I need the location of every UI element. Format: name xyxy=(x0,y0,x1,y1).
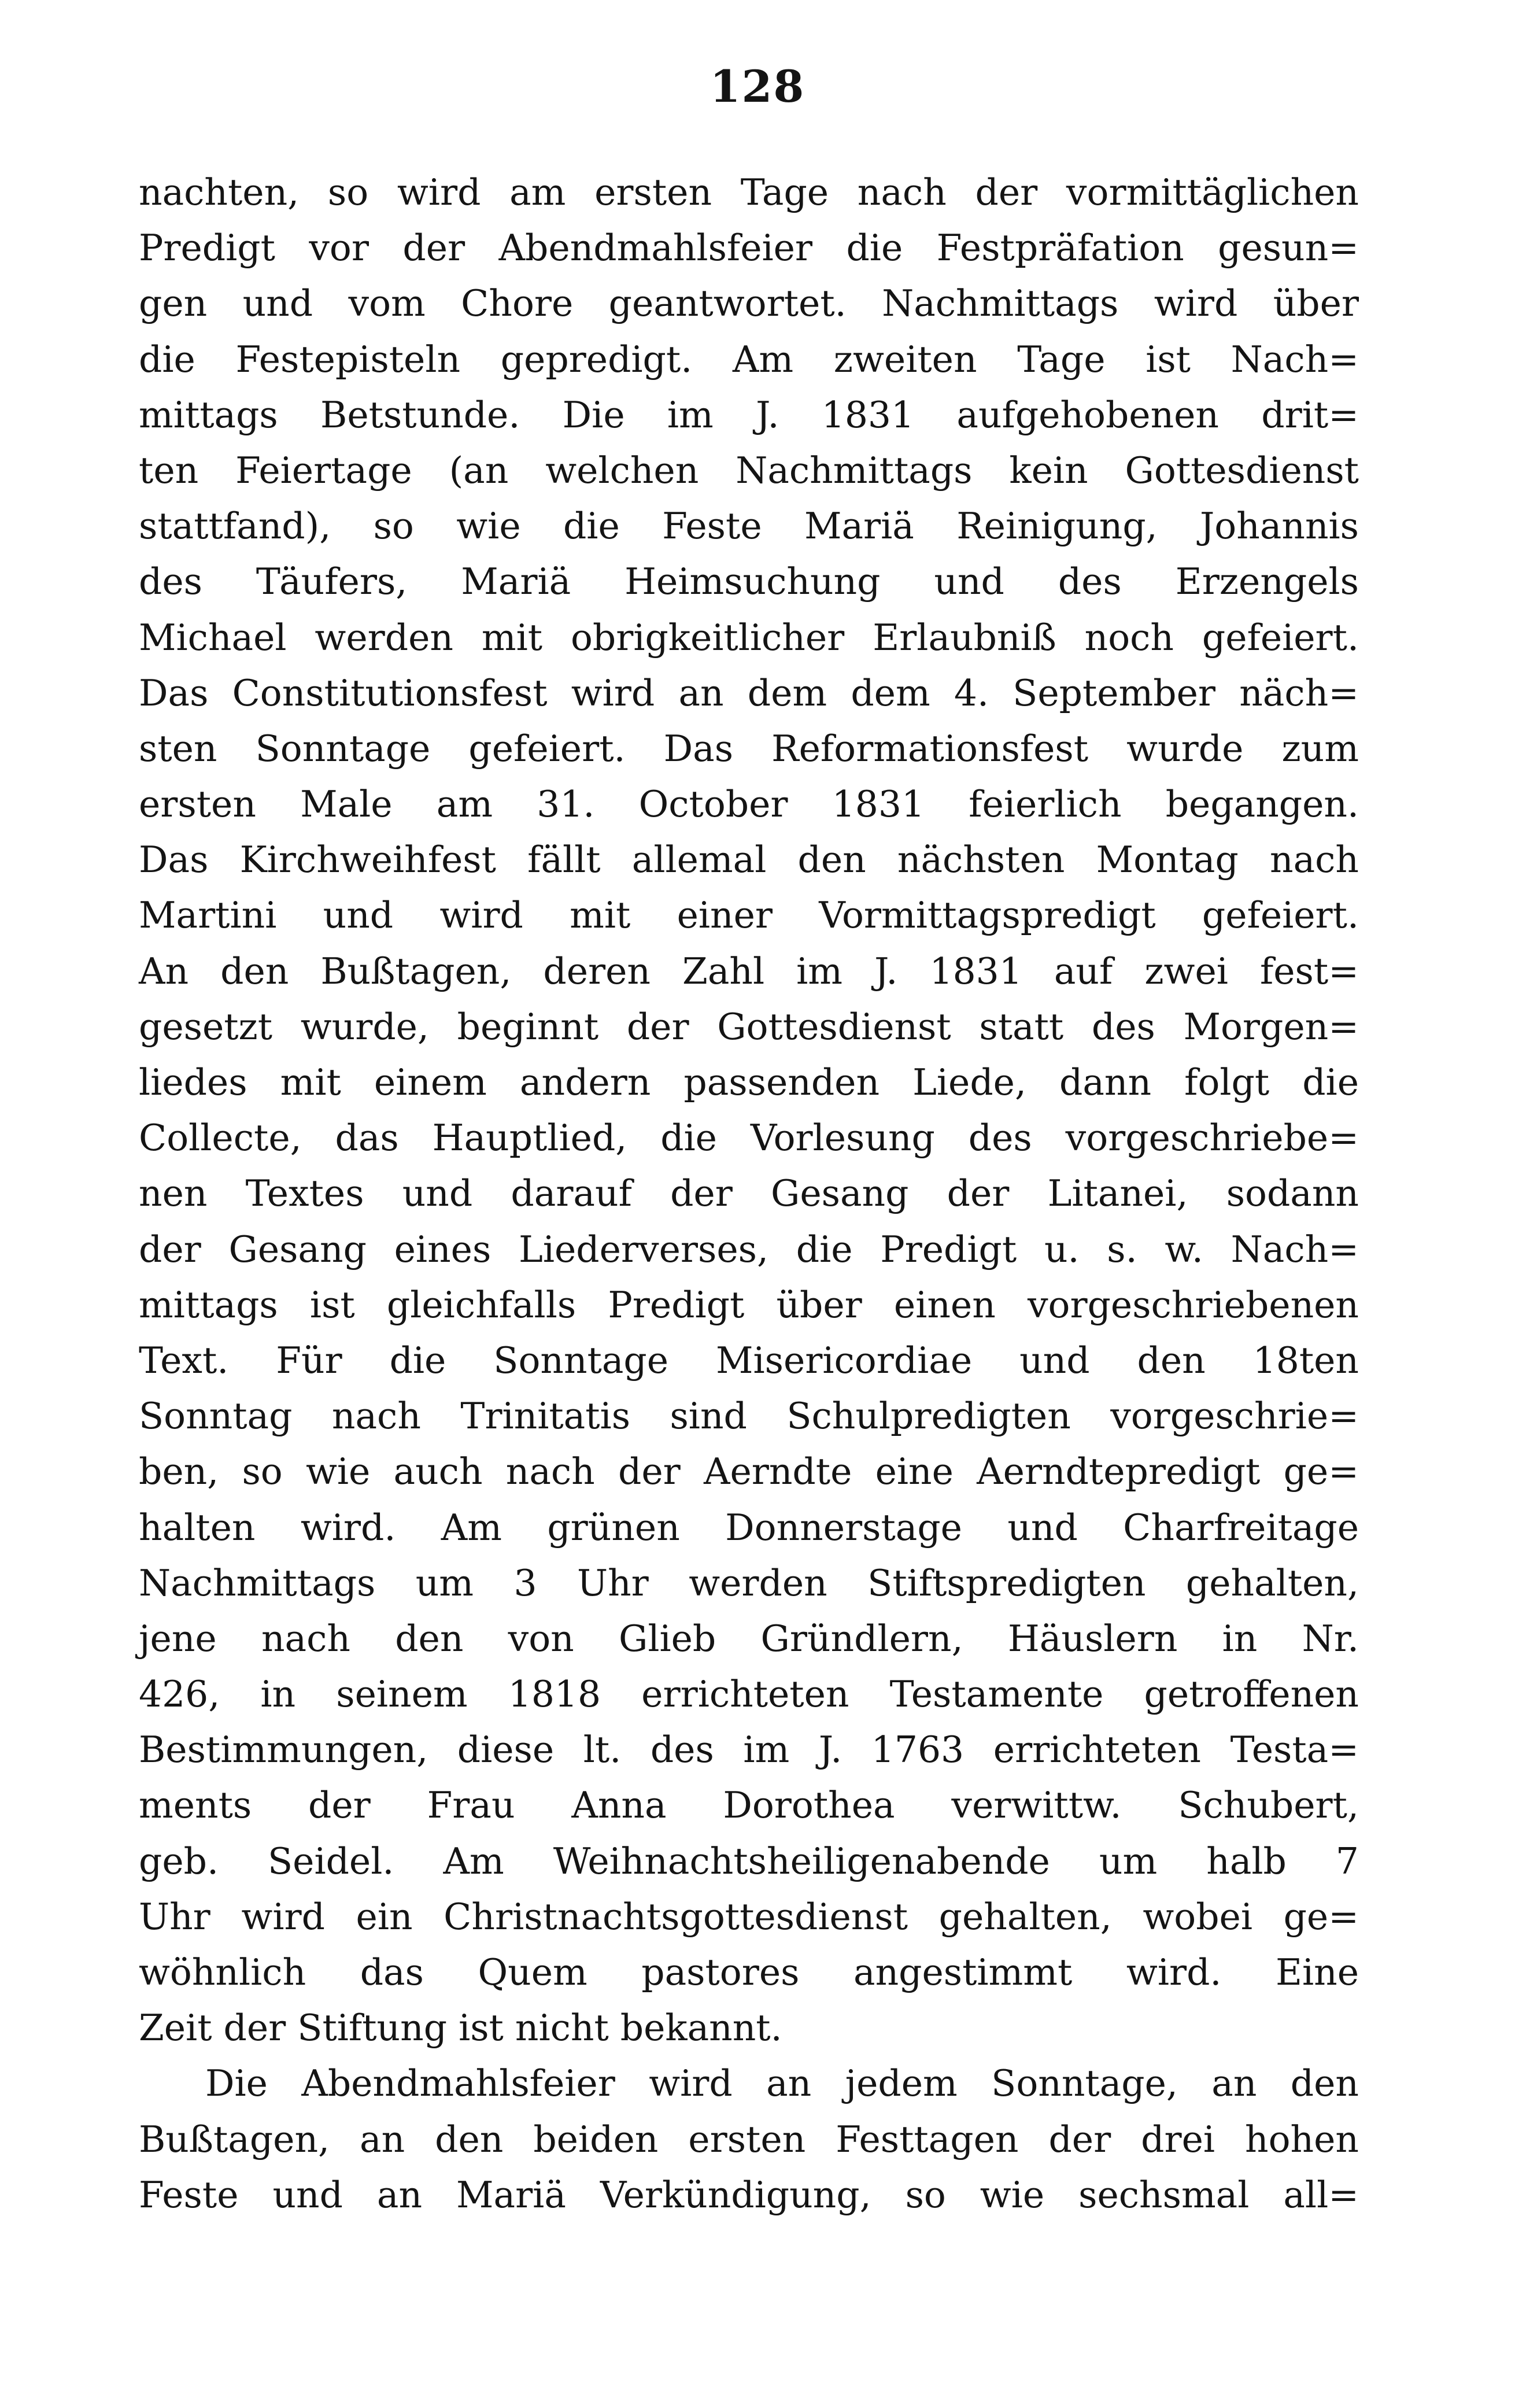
text-line: sten Sonntage gefeiert. Das Reformationsfest wurde zum xyxy=(139,727,1359,770)
page-number: 128 xyxy=(710,61,805,112)
text-line: Collecte, das Hauptlied, die Vorlesung des vorgeschriebe= xyxy=(139,1117,1359,1159)
text-line: Feste und an Mariä Verkündigung, so wie sechsmal all= xyxy=(139,2173,1359,2216)
paragraph-end-line: Zeit der Stiftung ist nicht bekannt. xyxy=(139,2007,782,2049)
text-line: 426, in seinem 1818 errichteten Testamente getroffenen xyxy=(139,1673,1359,1716)
text-line: Sonntag nach Trinitatis sind Schulpredigten vorgeschrie= xyxy=(139,1395,1359,1438)
text-line: Uhr wird ein Christnachtsgottesdienst gehalten, wobei ge= xyxy=(139,1895,1359,1938)
body-text xyxy=(139,165,1359,2223)
text-line: Predigt vor der Abendmahlsfeier die Festpräfation gesun= xyxy=(139,227,1359,269)
text-line: liedes mit einem andern passenden Liede, dann folgt die xyxy=(139,1061,1359,1103)
text-line: ersten Male am 31. October 1831 feierlich begangen. xyxy=(139,783,1359,826)
text-line: der Gesang eines Liederverses, die Predigt u. s. w. Nach= xyxy=(139,1228,1359,1271)
text-line: jene nach den von Glieb Gründlern, Häuslern in Nr. xyxy=(139,1617,1359,1660)
text-line: wöhnlich das Quem pastores angestimmt wird. Eine xyxy=(139,1951,1359,1993)
text-line: nen Textes und darauf der Gesang der Litanei, sodann xyxy=(139,1172,1359,1215)
text-line: des Täufers, Mariä Heimsuchung und des Erzengels xyxy=(139,560,1359,603)
text-line: Bestimmungen, diese lt. des im J. 1763 errichteten Testa= xyxy=(139,1729,1359,1771)
text-line: An den Bußtagen, deren Zahl im J. 1831 auf zwei fest= xyxy=(139,950,1359,992)
text-line: mittags Betstunde. Die im J. 1831 aufgehobenen drit= xyxy=(139,393,1359,436)
text-line: Martini und wird mit einer Vormittagspredigt gefeiert. xyxy=(139,894,1359,937)
text-line: mittags ist gleichfalls Predigt über einen vorgeschriebenen xyxy=(139,1283,1359,1326)
text-line: gen und vom Chore geantwortet. Nachmittags wird über xyxy=(139,282,1359,325)
text-line: halten wird. Am grünen Donnerstage und Charfreitage xyxy=(139,1506,1359,1549)
text-line: nachten, so wird am ersten Tage nach der vormittäglichen xyxy=(139,171,1359,213)
text-line: Das Constitutionsfest wird an dem dem 4. September näch= xyxy=(139,671,1359,714)
text-line: ments der Frau Anna Dorothea verwittw. Schubert, xyxy=(139,1784,1359,1827)
paragraph-start-line: Die Abendmahlsfeier wird an jedem Sonntage, an den xyxy=(205,2062,1359,2105)
text-line: geb. Seidel. Am Weihnachtsheiligenabende um halb 7 xyxy=(139,1840,1359,1882)
text-line: Bußtagen, an den beiden ersten Festtagen der drei hohen xyxy=(139,2118,1359,2160)
text-line: ten Feiertage (an welchen Nachmittags kein Gottesdienst xyxy=(139,449,1359,492)
text-line: Nachmittags um 3 Uhr werden Stiftspredigten gehalten, xyxy=(139,1561,1359,1604)
text-line: Das Kirchweihfest fällt allemal den nächsten Montag nach xyxy=(139,839,1359,881)
text-line: Text. Für die Sonntage Misericordiae und den 18ten xyxy=(139,1339,1359,1382)
text-line: die Festepisteln gepredigt. Am zweiten Tage ist Nach= xyxy=(139,338,1359,381)
text-line: gesetzt wurde, beginnt der Gottesdienst statt des Morgen= xyxy=(139,1005,1359,1048)
text-line: ben, so wie auch nach der Aerndte eine Aerndtepredigt ge= xyxy=(139,1450,1359,1493)
text-line: stattfand), so wie die Feste Mariä Reinigung, Johannis xyxy=(139,505,1359,548)
text-line: Michael werden mit obrigkeitlicher Erlaubniß noch gefeiert. xyxy=(139,616,1359,659)
